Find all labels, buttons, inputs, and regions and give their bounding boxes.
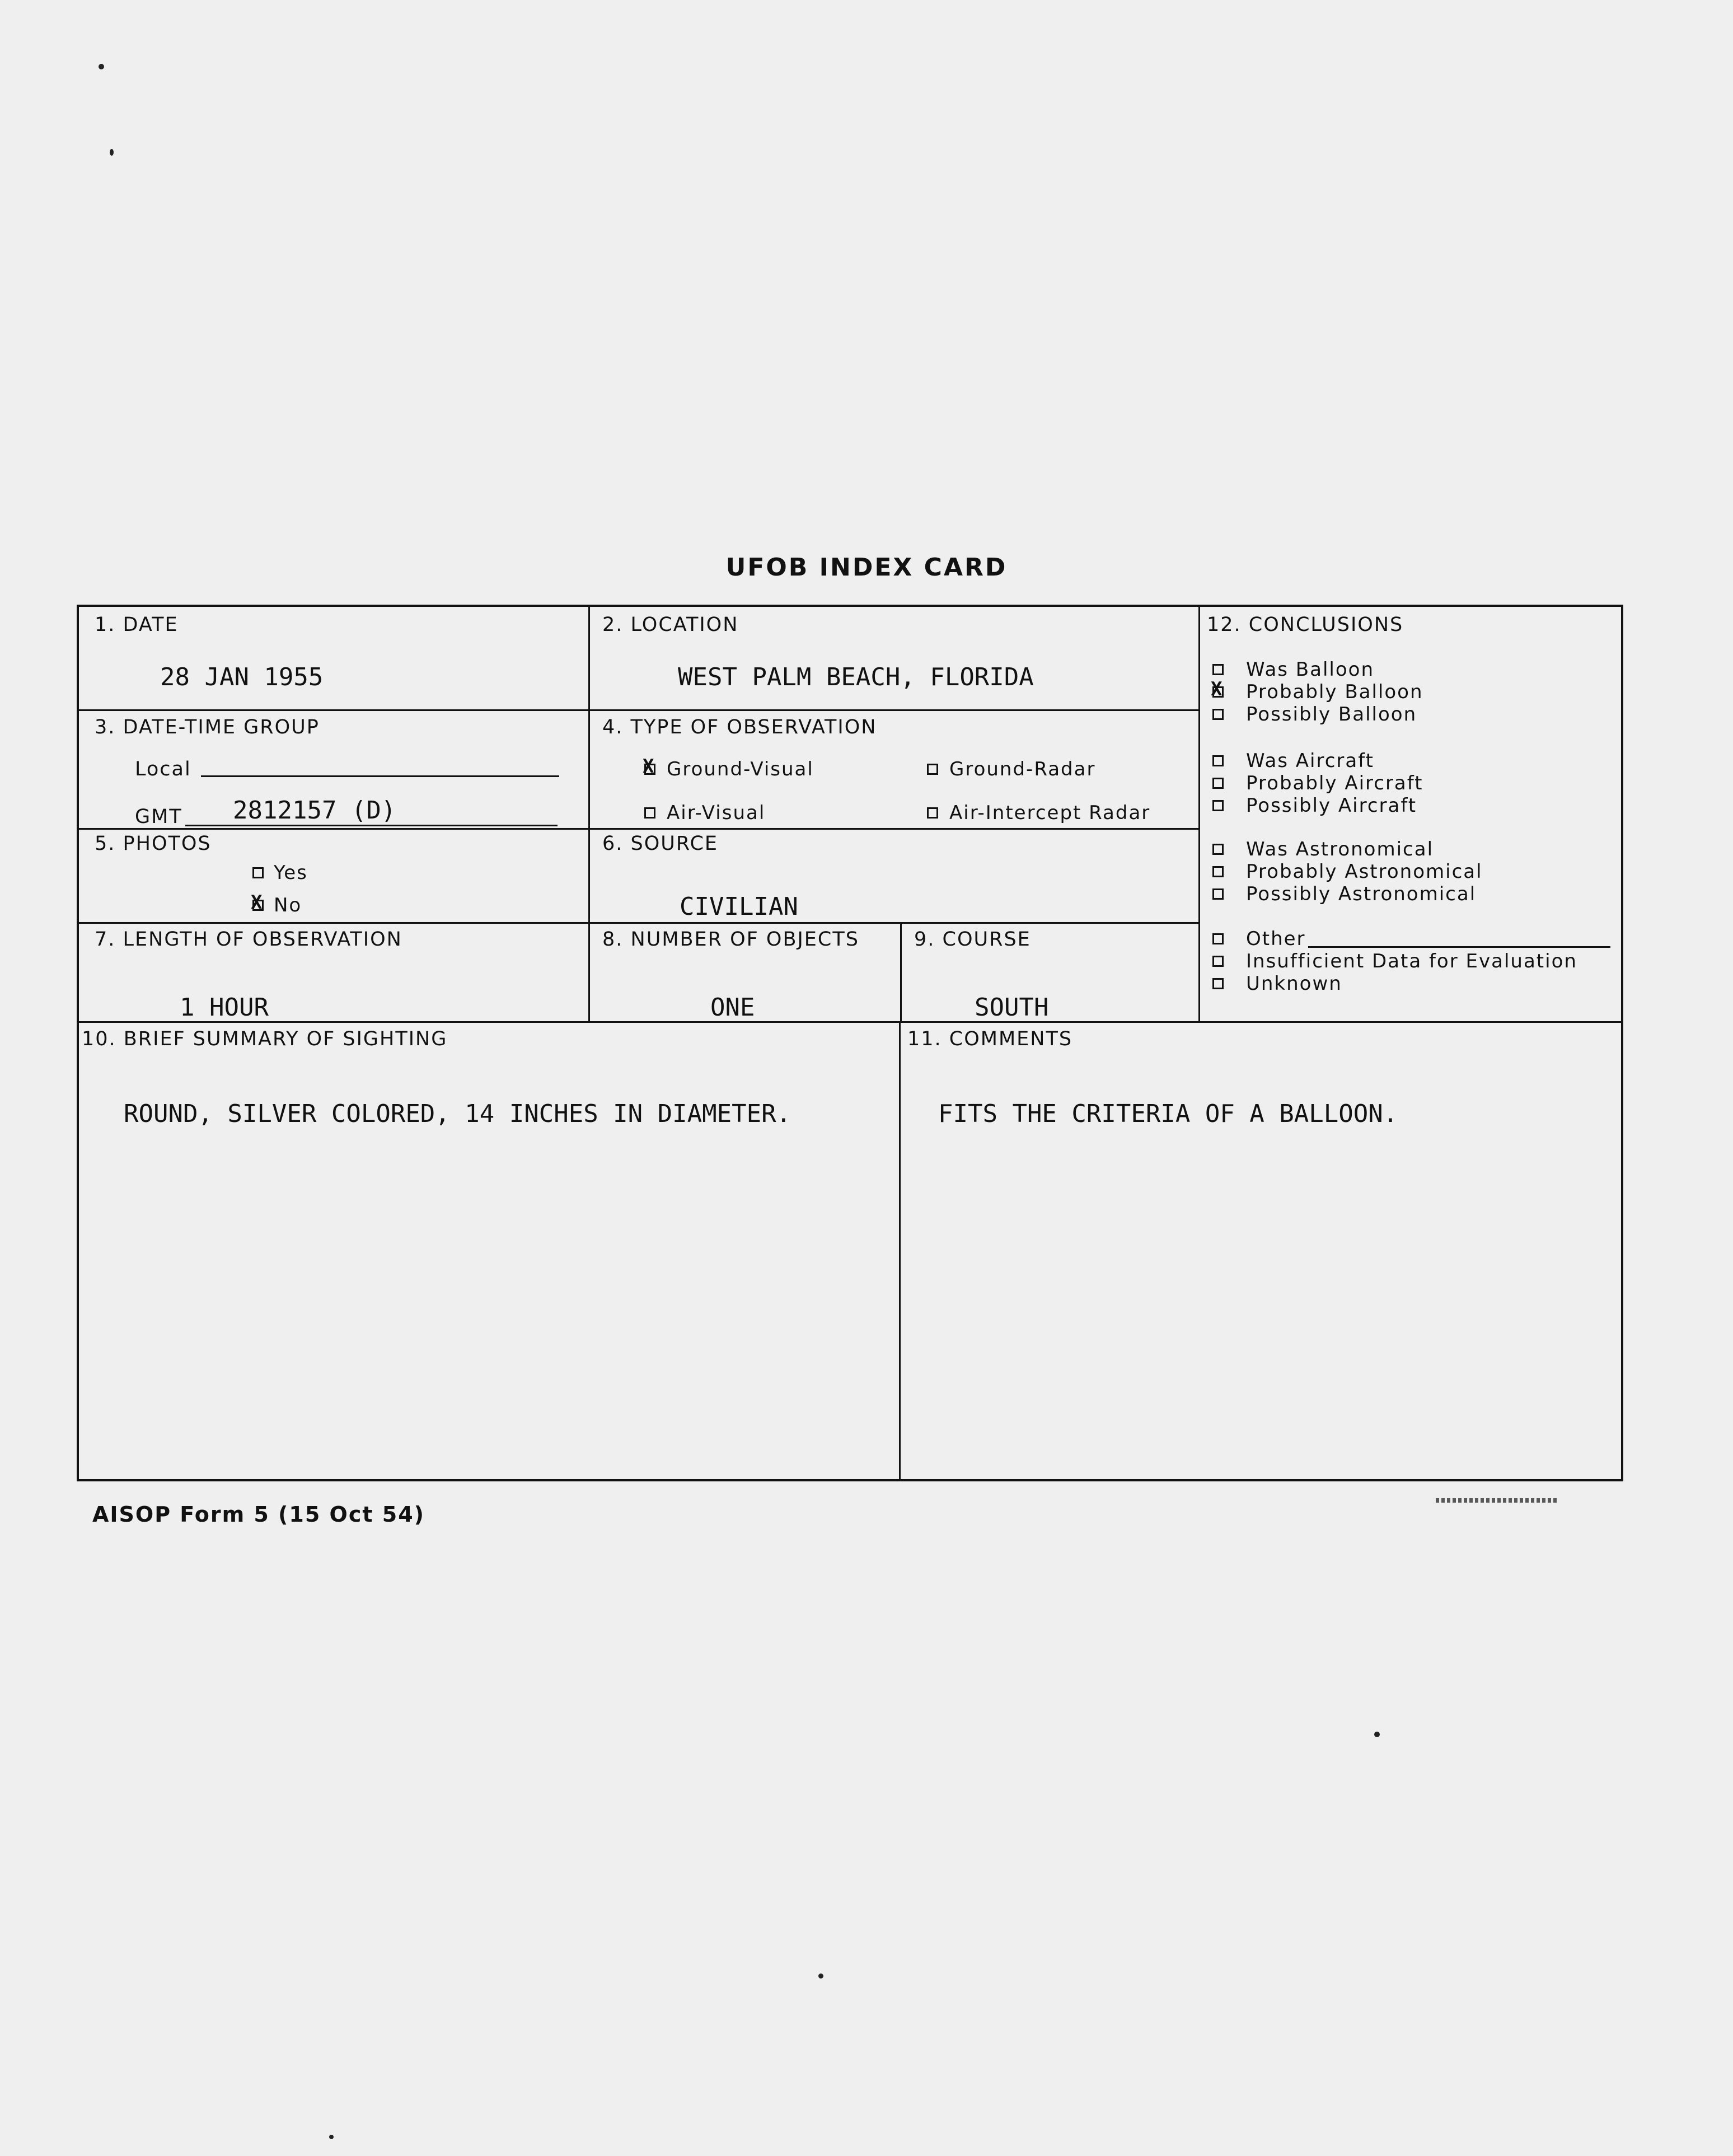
option-ground-visual[interactable] (644, 758, 814, 780)
index-card (77, 605, 1623, 1481)
option-label: Insufficient Data for Evaluation (1246, 950, 1577, 972)
number-of-objects-label: 8. NUMBER OF OBJECTS (602, 928, 859, 951)
gmt-label: GMT (135, 806, 182, 828)
option-label: Air-Visual (667, 802, 766, 824)
type-of-observation-label: 4. TYPE OF OBSERVATION (602, 716, 877, 738)
number-of-objects-value: ONE (710, 993, 755, 1022)
local-field[interactable] (201, 772, 559, 777)
option-air-intercept-radar[interactable] (927, 802, 1150, 824)
column-divider (588, 607, 590, 1021)
option-label: Ground-Visual (667, 758, 814, 780)
checkbox[interactable] (644, 764, 655, 775)
summary-label: 10. BRIEF SUMMARY OF SIGHTING (82, 1028, 448, 1050)
conclusion-probably-balloon[interactable] (1212, 681, 1423, 703)
location-value: WEST PALM BEACH, FLORIDA (678, 663, 1034, 691)
column-divider (1198, 607, 1200, 1021)
scan-speck (329, 2135, 334, 2139)
checkbox[interactable] (1212, 755, 1224, 766)
option-label: Air-Intercept Radar (949, 802, 1151, 824)
photos-label: 5. PHOTOS (95, 833, 212, 855)
checkbox[interactable] (927, 764, 938, 775)
checkbox[interactable] (1212, 709, 1224, 720)
comments-label: 11. COMMENTS (907, 1028, 1073, 1050)
option-label: Ground-Radar (949, 758, 1096, 780)
scan-speck (1374, 1732, 1380, 1737)
conclusion-was-balloon[interactable] (1212, 658, 1374, 681)
checkbox[interactable] (1212, 933, 1224, 944)
option-label: Probably Aircraft (1246, 772, 1423, 794)
option-label: Probably Astronomical (1246, 860, 1483, 883)
conclusion-was-aircraft[interactable] (1212, 750, 1374, 772)
length-of-observation-value: 1 HOUR (180, 993, 269, 1022)
option-photos-no[interactable] (252, 894, 302, 916)
other-field[interactable] (1308, 930, 1610, 948)
conclusion-other[interactable] (1212, 928, 1610, 950)
checkbox[interactable] (927, 807, 938, 819)
row-divider (79, 709, 1198, 711)
checkbox[interactable] (644, 807, 655, 819)
source-label: 6. SOURCE (602, 833, 719, 855)
form-footer: AISOP Form 5 (15 Oct 54) (92, 1502, 425, 1527)
checkbox[interactable] (252, 867, 264, 878)
row-divider (79, 922, 1198, 924)
length-of-observation-label: 7. LENGTH OF OBSERVATION (95, 928, 402, 951)
conclusion-probably-aircraft[interactable] (1212, 772, 1423, 794)
card-title: UFOB INDEX CARD (725, 553, 1008, 582)
option-label: Possibly Aircraft (1246, 794, 1417, 817)
scan-speck (99, 64, 104, 69)
option-ground-radar[interactable] (927, 758, 1095, 780)
date-time-group-label: 3. DATE-TIME GROUP (95, 716, 320, 738)
row-divider (79, 828, 1198, 830)
checkbox[interactable] (1212, 800, 1224, 811)
option-label: Possibly Balloon (1246, 703, 1417, 726)
scan-speck (818, 1973, 823, 1979)
option-label: Unknown (1246, 972, 1342, 995)
row-divider (79, 1021, 1621, 1023)
conclusion-unknown[interactable] (1212, 972, 1342, 995)
checkbox[interactable] (1212, 978, 1224, 989)
date-label: 1. DATE (95, 614, 179, 636)
conclusion-probably-astronomical[interactable] (1212, 860, 1483, 883)
local-label: Local (135, 758, 191, 780)
option-label: Was Balloon (1246, 658, 1375, 681)
checkbox[interactable] (1212, 686, 1224, 698)
checkbox[interactable] (1212, 844, 1224, 855)
option-label: Yes (274, 862, 308, 884)
conclusion-insufficient-data[interactable] (1212, 950, 1577, 972)
option-label: Probably Balloon (1246, 681, 1423, 703)
conclusion-possibly-balloon[interactable] (1212, 703, 1417, 726)
course-label: 9. COURSE (914, 928, 1031, 951)
conclusion-was-astronomical[interactable] (1212, 838, 1434, 860)
option-label: Was Aircraft (1246, 750, 1374, 772)
checkbox[interactable] (252, 900, 264, 911)
course-value: SOUTH (975, 993, 1049, 1022)
option-label: Possibly Astronomical (1246, 883, 1477, 905)
scan-speck (110, 149, 114, 156)
option-label: No (274, 894, 302, 916)
checkbox[interactable] (1212, 866, 1224, 877)
conclusions-label: 12. CONCLUSIONS (1207, 614, 1404, 636)
checkbox[interactable] (1212, 778, 1224, 789)
option-photos-yes[interactable] (252, 862, 308, 884)
option-label: Other (1246, 928, 1306, 950)
location-label: 2. LOCATION (602, 614, 739, 636)
option-air-visual[interactable] (644, 802, 765, 824)
date-value: 28 JAN 1955 (160, 663, 324, 691)
checkbox[interactable] (1212, 888, 1224, 900)
conclusion-possibly-aircraft[interactable] (1212, 794, 1417, 817)
checkbox[interactable] (1212, 664, 1224, 675)
option-label: Was Astronomical (1246, 838, 1434, 860)
column-divider (899, 1021, 901, 1479)
summary-value: ROUND, SILVER COLORED, 14 INCHES IN DIAMETER. (124, 1100, 791, 1128)
column-divider (900, 922, 902, 1021)
gmt-value: 2812157 (D) (233, 796, 396, 825)
conclusion-possibly-astronomical[interactable] (1212, 883, 1476, 905)
comments-value: FITS THE CRITERIA OF A BALLOON. (938, 1100, 1398, 1128)
checkbox[interactable] (1212, 956, 1224, 967)
source-value: CIVILIAN (680, 892, 798, 921)
printer-mark (1436, 1498, 1559, 1503)
